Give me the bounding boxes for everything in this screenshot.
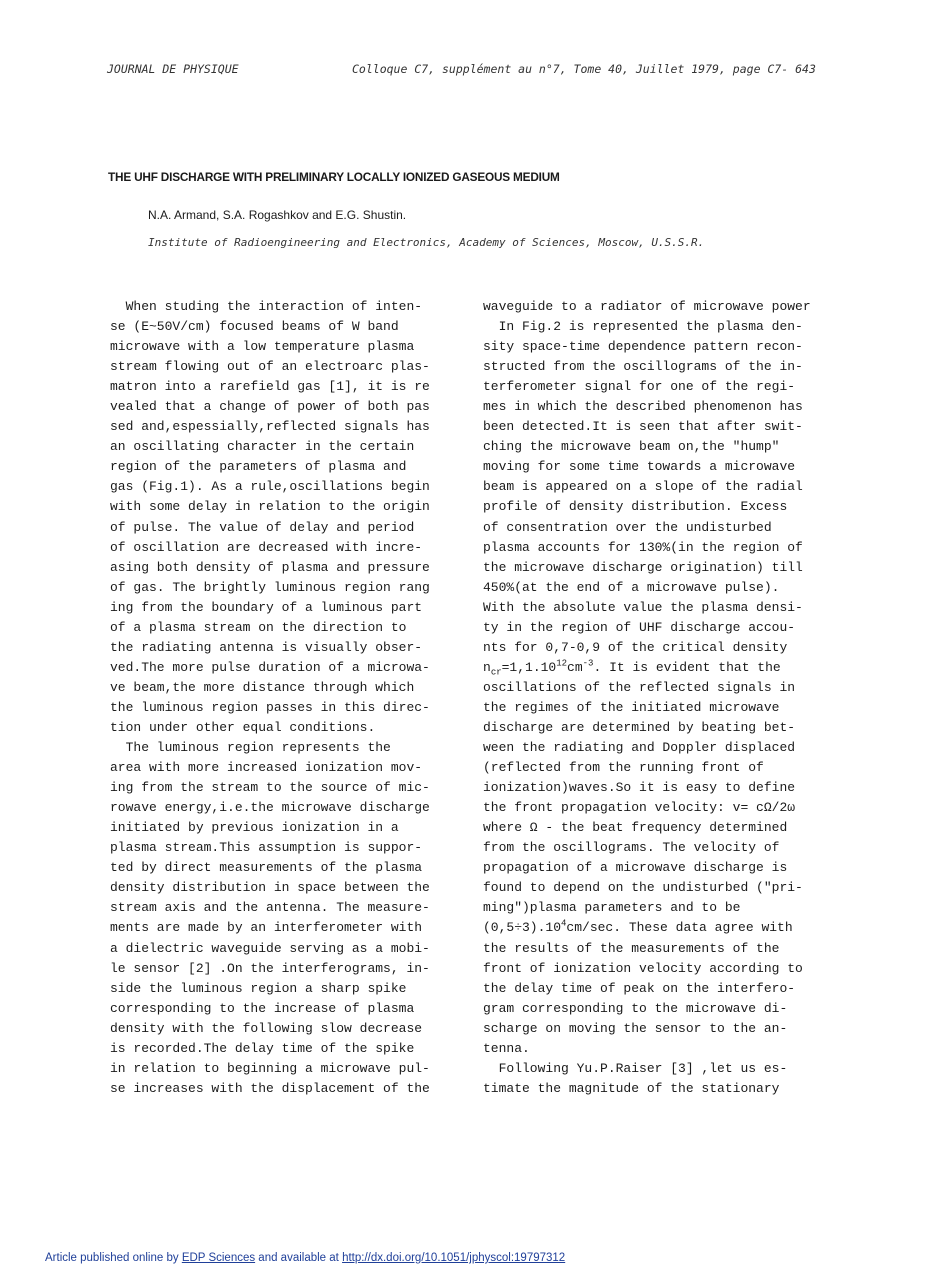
text-line: is recorded.The delay time of the spike	[110, 1040, 415, 1056]
text-line: In Fig.2 is represented the plasma den-	[483, 319, 803, 335]
text-line: the results of the measurements of the	[483, 940, 780, 956]
text-line: ments are made by an interferometer with	[110, 920, 423, 936]
text-line: microwave with a low temperature plasma	[110, 339, 415, 355]
text-line: scharge on moving the sensor to the an-	[483, 1020, 788, 1036]
text-line: Following Yu.P.Raiser [3] ,let us es-	[483, 1060, 788, 1076]
text-line: gas (Fig.1). As a rule,oscillations begin	[110, 479, 430, 495]
text-line: sity space-time dependence pattern recon-	[483, 339, 803, 355]
text-line: rowave energy,i.e.the microwave discharge	[110, 800, 430, 816]
text-line: ve beam,the more distance through which	[110, 679, 415, 695]
footer-prefix: Article published online by	[45, 1252, 182, 1264]
text-line: tion under other equal conditions.	[110, 719, 376, 735]
text-line: vealed that a change of power of both pas	[110, 399, 430, 415]
text-line: ming")plasma parameters and to be	[483, 900, 741, 916]
text-line: the regimes of the initiated microwave	[483, 699, 780, 715]
text-line: structed from the oscillograms of the in-	[483, 359, 803, 375]
text-line: plasma stream.This assumption is suppor-	[110, 840, 423, 856]
text-line: the microwave discharge origination) till	[483, 559, 803, 575]
text-line: With the absolute value the plasma densi-	[483, 599, 803, 615]
text-line: profile of density distribution. Excess	[483, 499, 788, 515]
text-line: of consentration over the undisturbed	[483, 519, 772, 535]
text-line: propagation of a microwave discharge is	[483, 860, 788, 876]
text-line: matron into a rarefield gas [1], it is re	[110, 379, 430, 395]
text-line: $n_{cr}=1,1.10^{12}cm^{-3}$. It is evident that the	[483, 658, 781, 678]
text-line: where Ω - the beat frequency determined	[483, 820, 788, 836]
text-line: tenna.	[483, 1040, 530, 1056]
text-line: When studing the interaction of inten-	[110, 299, 423, 314]
text-line: le sensor [2] .On the interferograms, in-	[110, 960, 430, 976]
text-line: from the oscillograms. The velocity of	[483, 840, 780, 856]
text-line: ching the microwave beam on,the "hump"	[483, 439, 780, 455]
text-line: an oscillating character in the certain	[110, 439, 415, 455]
authors: N.A. Armand, S.A. Rogashkov and E.G. Shustin.	[148, 208, 407, 222]
text-line: the front propagation velocity: v= cΩ/2ω	[483, 800, 796, 816]
footer-middle: and available at	[255, 1252, 343, 1264]
text-line: ween the radiating and Doppler displaced	[483, 740, 796, 756]
left-column	[110, 297, 460, 1099]
text-line: a dielectric waveguide serving as a mobi-	[110, 940, 430, 956]
text-line: 450%(at the end of a microwave pulse).	[483, 579, 780, 595]
text-line: nts for 0,7-0,9 of the critical density	[483, 639, 788, 655]
text-line: density distribution in space between the	[110, 880, 430, 896]
text-line: plasma accounts for 130%(in the region of	[483, 539, 803, 555]
text-line: the luminous region passes in this direc-	[110, 699, 430, 715]
text-line: ty in the region of UHF discharge accou-	[483, 619, 796, 635]
text-line: been detected.It is seen that after swit-	[483, 419, 803, 435]
text-line: initiated by previous ionization in a	[110, 820, 399, 836]
citation-line: Colloque C7, supplément au n°7, Tome 40, Juillet 1979, page C7- 643	[352, 62, 816, 76]
text-line: area with more increased ionization mov-	[110, 760, 423, 776]
doi-link[interactable]: http://dx.doi.org/10.1051/jphyscol:19797312	[342, 1252, 566, 1264]
text-line: discharge are determined by beating bet-	[483, 719, 796, 735]
text-line: moving for some time towards a microwave	[483, 459, 796, 475]
text-line: corresponding to the increase of plasma	[110, 1000, 415, 1016]
paper-title: THE UHF DISCHARGE WITH PRELIMINARY LOCALLY IONIZED GASEOUS MEDIUM	[108, 170, 560, 184]
text-line: of oscillation are decreased with incre-	[110, 539, 423, 555]
text-line: of pulse. The value of delay and period	[110, 519, 415, 535]
text-line: with some delay in relation to the origin	[110, 499, 430, 515]
text-line: ing from the stream to the source of mic-	[110, 780, 430, 796]
text-line: ionization)waves.So it is easy to define	[483, 780, 796, 796]
text-line: ved.The more pulse duration of a microwa-	[110, 659, 430, 675]
text-line: stream axis and the antenna. The measure-	[110, 900, 430, 916]
text-line: found to depend on the undisturbed ("pri-	[483, 880, 803, 896]
text-line: in relation to beginning a microwave pul-	[110, 1060, 430, 1076]
right-column	[483, 297, 833, 1099]
text-line: side the luminous region a sharp spike	[110, 980, 407, 996]
journal-name: JOURNAL DE PHYSIQUE	[107, 62, 239, 76]
publisher-link[interactable]: EDP Sciences	[181, 1252, 256, 1264]
text-line: beam is appeared on a slope of the radial	[483, 479, 803, 495]
footer	[45, 1252, 565, 1264]
text-line: the delay time of peak on the interfero-	[483, 980, 796, 996]
text-line: se increases with the displacement of the	[110, 1080, 430, 1096]
text-line: asing both density of plasma and pressure	[110, 559, 430, 575]
text-line: stream flowing out of an electroarc plas-	[110, 359, 430, 375]
text-line: density with the following slow decrease	[110, 1020, 423, 1036]
text-line: oscillations of the reflected signals in	[483, 679, 796, 695]
text-line: $(0,5\div 3).10^4cm/\sec$. These data agree with	[483, 919, 793, 936]
text-line: sed and,espessially,reflected signals has	[110, 419, 430, 435]
text-line: timate the magnitude of the stationary	[483, 1080, 780, 1096]
text-line: waveguide to a radiator of microwave power	[483, 299, 811, 314]
text-line: (reflected from the running front of	[483, 760, 764, 776]
text-line: region of the parameters of plasma and	[110, 459, 407, 475]
text-line: ing from the boundary of a luminous part	[110, 599, 423, 615]
text-line: mes in which the described phenomenon has	[483, 399, 803, 415]
text-line: se (E~50V/cm) focused beams of W band	[110, 319, 399, 335]
affiliation: Institute of Radioengineering and Electronics, Academy of Sciences, Moscow, U.S.S.R.	[148, 236, 705, 249]
text-line: of a plasma stream on the direction to	[110, 619, 407, 635]
text-line: ted by direct measurements of the plasma	[110, 860, 423, 876]
text-line: front of ionization velocity according to	[483, 960, 803, 976]
text-line: of gas. The brightly luminous region rang	[110, 579, 430, 595]
text-line: terferometer signal for one of the regi-	[483, 379, 796, 395]
text-line: the radiating antenna is visually obser-	[110, 639, 423, 655]
text-line: The luminous region represents the	[110, 740, 391, 756]
text-line: gram corresponding to the microwave di-	[483, 1000, 788, 1016]
